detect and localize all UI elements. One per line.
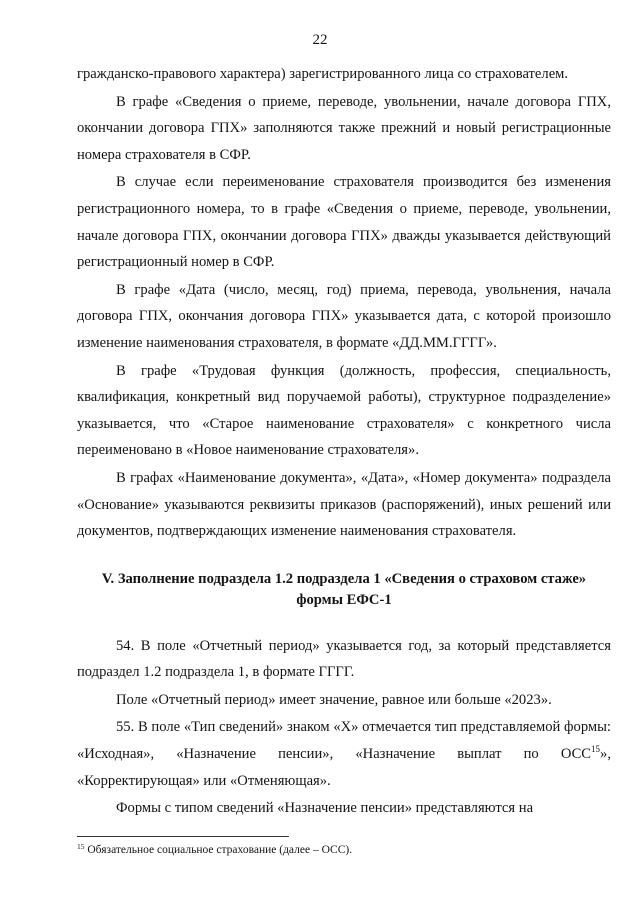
paragraph-rename-without-number-change: В случае если переименование страхователя производится без изменения регистрационного номера, то в графе «Сведения о приеме, переводе, увольнении, начале договора ГПХ, окончании договора ГПХ» дважды указывается действующий регистрационный номер в СФР. xyxy=(77,174,611,271)
section-heading xyxy=(77,569,611,611)
paragraph-55-text-end: », «Корректирующая» или «Отменяющая». xyxy=(77,746,611,789)
document-body xyxy=(77,61,611,822)
section-heading-line-1: V. Заполнение подраздела 1.2 подраздела 1 «Сведения о страховом стаже» xyxy=(101,570,587,587)
paragraph-54: 54. В поле «Отчетный период» указывается год, за который представляется подраздел 1.2 подраздела 1, в формате ГГГГ. xyxy=(77,637,611,681)
footnote-number: 15 xyxy=(77,842,85,851)
footnote-reference[interactable]: 15 xyxy=(591,744,601,755)
paragraph-56: Формы с типом сведений «Назначение пенсии» представляются на xyxy=(116,800,534,817)
paragraph-55-text: 55. В поле «Тип сведений» знаком «Х» отмечается тип представляемой формы: «Исходная», «Назначение пенсии», «Назначение выплат по ОСС xyxy=(77,719,611,763)
paragraph-55 xyxy=(77,714,611,794)
paragraph-basis-subsection: В графах «Наименование документа», «Дата», «Номер документа» подраздела «Основание» указываются реквизиты приказов (распоряжений), иных решений или документов, подтверждающих изменение наименования страхователя. xyxy=(77,469,611,540)
section-heading-line-2: формы ЕФС-1 xyxy=(296,591,392,608)
footnote xyxy=(77,843,611,857)
page-number: 22 xyxy=(312,32,328,48)
paragraph-labor-function: В графе «Трудовая функция (должность, профессия, специальность, квалификация, конкретный вид поручаемой работы), структурное подразделение» указывается, что «Старое наименование страхователя» с конкретного числа переименовано в «Новое наименование страхователя». xyxy=(77,362,611,459)
paragraph-54-value: Поле «Отчетный период» имеет значение, равное или больше «2023». xyxy=(116,691,552,708)
paragraph-date-column: В графе «Дата (число, месяц, год) приема, перевода, увольнения, начала договора ГПХ, окончания договора ГПХ» указывается дата, с которой произошло изменение наименования страхователя, в формате «ДД.ММ.ГГГГ». xyxy=(77,281,611,351)
footnote-text: Обязательное социальное страхование (далее – ОСС). xyxy=(84,844,353,856)
footnote-divider xyxy=(77,836,289,837)
paragraph-registration-numbers: В графе «Сведения о приеме, переводе, увольнении, начале договора ГПХ, окончании договора ГПХ» заполняются также прежний и новый регистрационные номера страхователя в СФР. xyxy=(77,93,611,163)
paragraph-continuation: гражданско-правового характера) зарегистрированного лица со страхователем. xyxy=(77,66,569,82)
